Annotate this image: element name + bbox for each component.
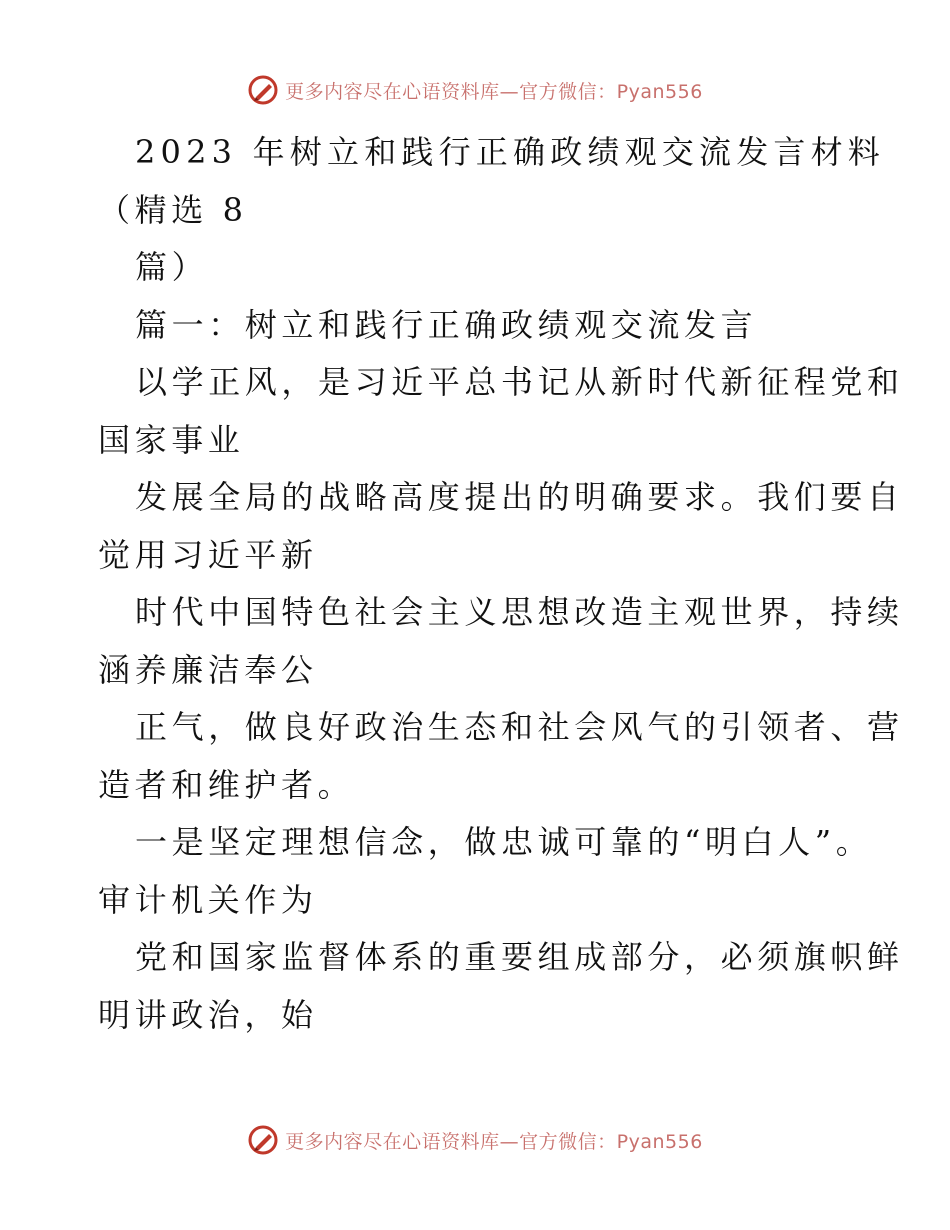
paragraph-line: 时代中国特色社会主义思想改造主观世界，持续 (135, 593, 904, 631)
footer-banner (0, 1120, 950, 1160)
document-title-line-2: （精选 8 (98, 190, 248, 229)
paragraph-line: 一是坚定理想信念，做忠诚可靠的“明白人”。 (135, 823, 873, 861)
paragraph-line: 造者和维护者。 (98, 765, 355, 804)
paragraph-line: 发展全局的战略高度提出的明确要求。我们要自 (135, 478, 904, 516)
header-banner (0, 70, 950, 110)
paragraph-line: 党和国家监督体系的重要组成部分，必须旗帜鲜 (135, 938, 904, 976)
section-heading: 篇一：树立和践行正确政绩观交流发言 (135, 305, 758, 344)
pen-logo-icon (247, 1124, 279, 1156)
document-title-line-1: 2023 年树立和践行正确政绩观交流发言材料 (135, 133, 886, 171)
pen-logo-icon (247, 74, 279, 106)
paragraph-line: 觉用习近平新 (98, 535, 318, 574)
header-banner-text: 更多内容尽在心语资料库—官方微信：Pyan556 (285, 80, 703, 103)
paragraph-line: 审计机关作为 (98, 880, 318, 919)
paragraph-line: 涵养廉洁奉公 (98, 650, 318, 689)
paragraph-line: 国家事业 (98, 420, 245, 459)
paragraph-line: 明讲政治，始 (98, 995, 318, 1034)
paragraph-line: 正气，做良好政治生态和社会风气的引领者、营 (135, 708, 904, 746)
footer-banner-text: 更多内容尽在心语资料库—官方微信：Pyan556 (285, 1130, 703, 1153)
paragraph-line: 以学正风，是习近平总书记从新时代新征程党和 (135, 363, 904, 401)
document-title-line-3: 篇） (135, 248, 209, 286)
document-body (98, 124, 904, 1044)
